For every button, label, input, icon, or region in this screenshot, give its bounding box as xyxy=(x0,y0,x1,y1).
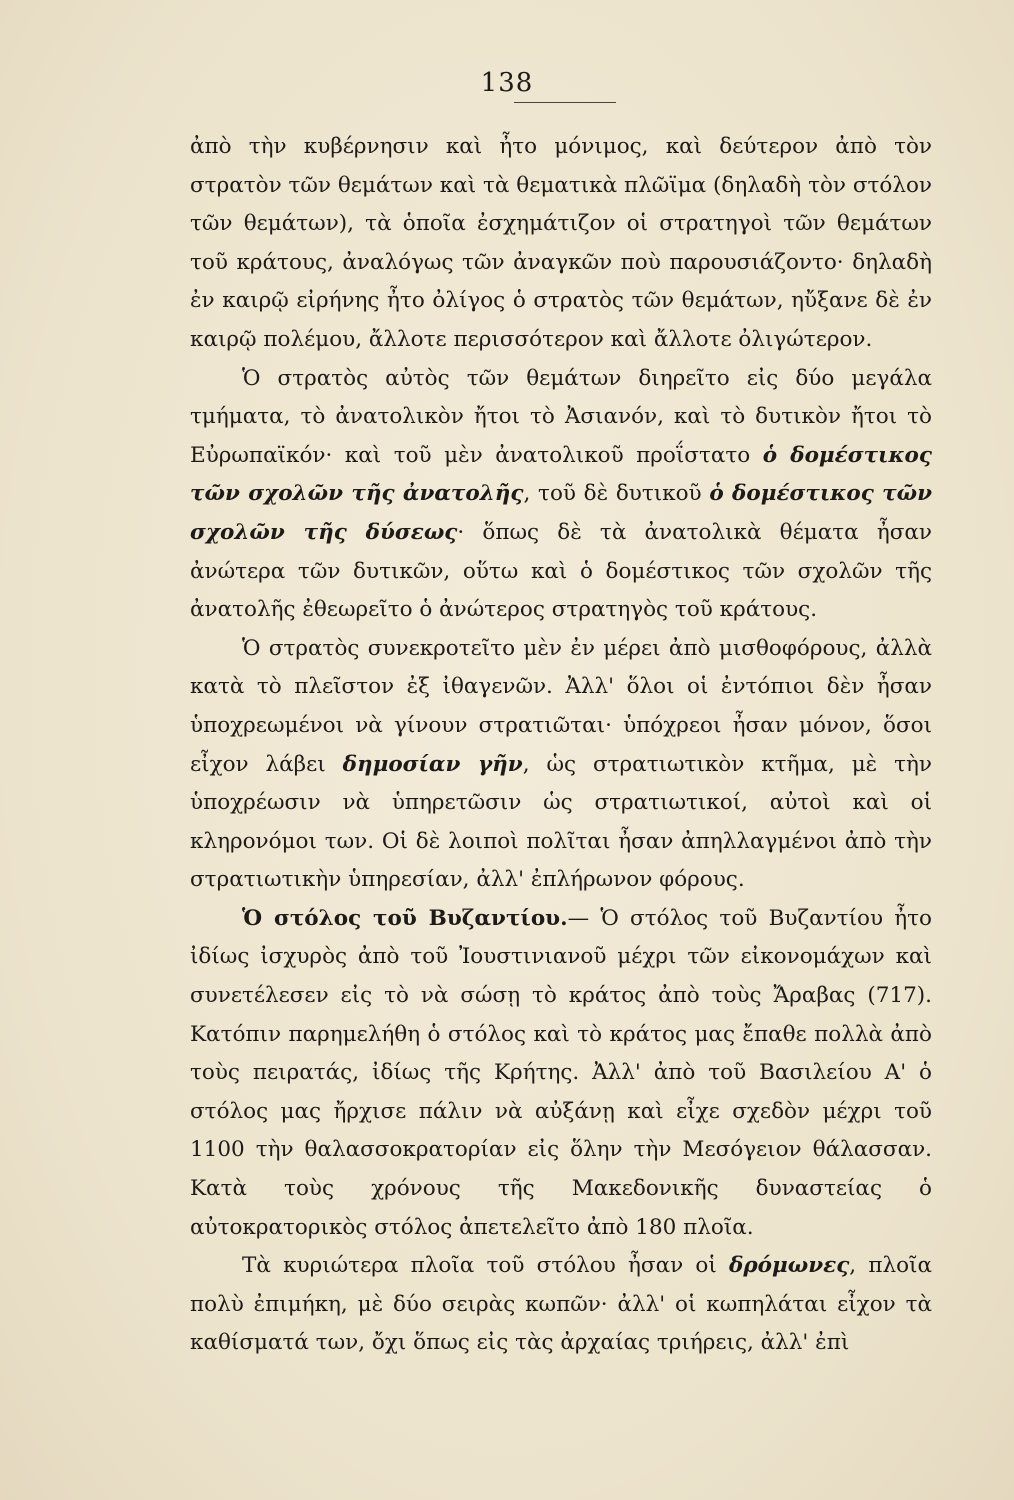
paragraph-2 xyxy=(190,360,932,630)
page-number-rule xyxy=(514,102,616,103)
emphasis-dromones: δρόμωνες xyxy=(729,1253,850,1279)
page-number: 138 xyxy=(480,68,534,98)
paragraph-5-text: Τὰ κυριώτερα πλοῖα τοῦ στόλου ἦσαν οἱ xyxy=(242,1253,730,1279)
emphasis-demosia-ge: δημοσίαν γῆν xyxy=(342,751,523,777)
paragraph-3-text: Ὁ στρατὸς συνεκροτεῖτο μὲν ἐν μέρει ἀπὸ μισθοφόρους, ἀλλὰ κατὰ τὸ πλεῖστον ἐξ ἰθαγενῶν. Ἀλλ' ὅλοι οἱ ἐντόπιοι δὲν ἦσαν ὑποχρεωμένοι νὰ γίνουν στρατιῶται· ὑπόχρεοι ἦσαν μόνον, ὅσοι εἶχον λάβει xyxy=(190,635,932,777)
paragraph-5-text: , πλοῖα πολὺ ἐπιμήκη, μὲ δύο σειρὰς κωπῶν· ἀλλ' οἱ κωπηλάται εἶχον τὰ καθίσματά των, ὄχι ὅπως εἰς τὰς ἀρχαίας τριήρεις, ἀλλ' ἐπὶ xyxy=(190,1253,932,1356)
paragraph-2-text: · ὅπως δὲ τὰ ἀνατολικὰ θέματα ἦσαν ἀνώτερα τῶν δυτικῶν, οὕτω καὶ ὁ δομέστικος τῶν σχολῶν τῆς ἀνατολῆς ἐθεωρεῖτο ὁ ἀνώτερος στρατηγὸς τοῦ κράτους. xyxy=(190,519,932,623)
heading-dash: — xyxy=(567,905,601,931)
page-text xyxy=(190,128,932,1363)
section-heading-fleet: Ὁ στόλος τοῦ Βυζαντίου. xyxy=(242,905,568,931)
paragraph-5 xyxy=(190,1247,932,1363)
paragraph-1: ἀπὸ τὴν κυβέρνησιν καὶ ἦτο μόνιμος, καὶ δεύτερον ἀπὸ τὸν στρατὸν τῶν θεμάτων καὶ τὰ θεματικὰ πλῶϊμα (δηλαδὴ τὸν στόλον τῶν θεμάτων), τὰ ὁποῖα ἐσχημάτιζον οἱ στρατηγοὶ τῶν θεμάτων τοῦ κράτους, ἀναλόγως τῶν ἀναγκῶν ποὺ παρουσιάζοντο· δηλαδὴ ἐν καιρῷ εἰρήνης ἦτο ὀλίγος ὁ στρατὸς τῶν θεμάτων, ηὔξανε δὲ ἐν καιρῷ πολέμου, ἄλλοτε περισσότερον καὶ ἄλλοτε ὀλιγώτερον. xyxy=(190,134,932,352)
paragraph-2-text: , τοῦ δὲ δυτικοῦ xyxy=(523,481,710,507)
emphasis-domestikos-east: ὁ δομέστικος τῶν σχολῶν τῆς ἀνατολῆς xyxy=(190,442,932,507)
paragraph-4 xyxy=(190,900,932,1247)
paragraph-2-text: Ὁ στρατὸς αὐτὸς τῶν θεμάτων διηρεῖτο εἰς δύο μεγάλα τμήματα, τὸ ἀνατολικὸν ἤτοι τὸ Ἀσιανόν, καὶ τὸ δυτικὸν ἤτοι τὸ Εὐρωπαϊκόν· καὶ τοῦ μὲν ἀνατολικοῦ προΐστατο xyxy=(190,365,932,468)
paragraph-3 xyxy=(190,630,932,900)
paragraph-3-text: , ὡς στρατιωτικὸν κτῆμα, μὲ τὴν ὑποχρέωσιν νὰ ὑπηρετῶσιν ὡς στρατιωτικοί, αὐτοὶ καὶ οἱ κληρονόμοι των. Οἱ δὲ λοιποὶ πολῖται ἦσαν ἀπηλλαγμένοι ἀπὸ τὴν στρατιωτικὴν ὑπηρεσίαν, ἀλλ' ἐπλήρωνον φόρους. xyxy=(190,751,932,893)
emphasis-domestikos-west: ὁ δομέστικος τῶν σχολῶν τῆς δύσεως xyxy=(190,481,932,545)
paragraph-4-text: Ὁ στόλος τοῦ Βυζαντίου ἦτο ἰδίως ἰσχυρὸς ἀπὸ τοῦ Ἰουστινιανοῦ μέχρι τῶν εἰκονομάχων καὶ συνετέλεσεν εἰς τὸ νὰ σώσῃ τὸ κράτος ἀπὸ τοὺς Ἄραβας (717). Κατόπιν παρημελήθη ὁ στόλος καὶ τὸ κράτος μας ἔπαθε πολλὰ ἀπὸ τοὺς πειρατάς, ἰδίως τῆς Κρήτης. Ἀλλ' ἀπὸ τοῦ Βασιλείου Α' ὁ στόλος μας ἤρχισε πάλιν νὰ αὐξάνῃ καὶ εἶχε σχεδὸν μέχρι τοῦ 1100 τὴν θαλασσοκρατορίαν εἰς ὅλην τὴν Μεσόγειον θάλασσαν. Κατὰ τοὺς χρόνους τῆς Μακεδονικῆς δυναστείας ὁ αὐτοκρατορικὸς στόλος ἀπετελεῖτο ἀπὸ 180 πλοῖα. xyxy=(190,905,932,1240)
